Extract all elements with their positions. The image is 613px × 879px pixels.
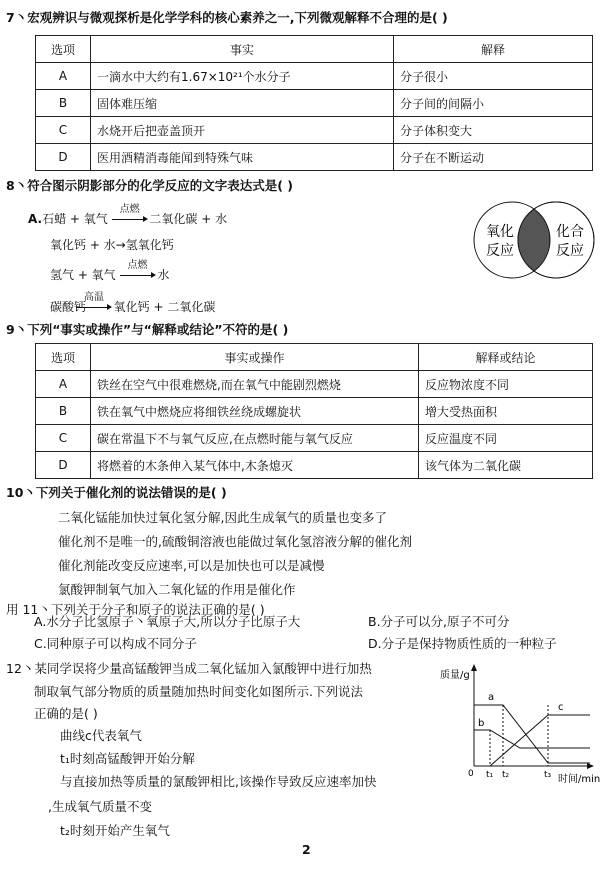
curve-b <box>474 730 590 748</box>
q9-table <box>35 343 593 479</box>
explanation-cell: 分子间的间隔小 <box>394 90 593 117</box>
q10-line: 二氧化锰能加快过氧化氢分解,因此生成氧气的质量也变多了 <box>58 510 387 525</box>
q10-line: 氯酸钾制氧气加入二氧化锰的作用是催化作 <box>58 582 296 597</box>
venn-left-label-1: 氧化 <box>486 224 514 240</box>
curve-a-label: a <box>488 692 495 703</box>
option-label: A. <box>28 212 43 226</box>
q12-option: t₁时刻高锰酸钾开始分解 <box>60 751 195 766</box>
fact-cell: 固体难压缩 <box>91 90 394 117</box>
col-header: 解释或结论 <box>419 344 593 371</box>
explanation-cell: 分子很小 <box>394 63 593 90</box>
option-cell: B <box>36 90 91 117</box>
col-header: 解释 <box>394 36 593 63</box>
venn-diagram <box>470 198 598 282</box>
option-cell: D <box>36 144 91 171</box>
venn-right-label-1: 化合 <box>556 224 584 240</box>
option-cell: D <box>36 452 91 479</box>
table-header-row <box>36 36 593 63</box>
explanation-cell: 该气体为二氧化碳 <box>419 452 593 479</box>
table-row <box>36 398 593 425</box>
q12-line3: 正确的是( ) <box>34 706 98 721</box>
fact-cell: 水烧开后把壶盖顶开 <box>91 117 394 144</box>
reaction-arrow <box>76 292 110 314</box>
explanation-cell: 增大受热面积 <box>419 398 593 425</box>
reactants: 石蜡 + 氧气 <box>42 212 108 226</box>
q12-option: t₂时刻开始产生氧气 <box>60 823 170 838</box>
q12-option: 与直接加热等质量的氯酸钾相比,该操作导致反应速率加快 <box>60 774 377 789</box>
table-row <box>36 425 593 452</box>
q11-option-b: B.分子可以分,原子不可分 <box>368 614 510 629</box>
q9-stem: 9丶下列“事实或操作”与“解释或结论”不符的是( ) <box>6 322 289 337</box>
explanation-cell: 反应温度不同 <box>419 425 593 452</box>
q11-stem: 用 11丶下列关于分子和原子的说法正确的是( ) <box>6 602 265 617</box>
explanation-cell: 分子在不断运动 <box>394 144 593 171</box>
q11-option-a: A.水分子比氢原子丶氧原子大,所以分子比原子大 <box>34 614 301 629</box>
condition: 点燃 <box>127 260 148 271</box>
q8-option-c <box>50 260 170 283</box>
tick-t3: t₃ <box>544 770 552 780</box>
fact-cell: 碳在常温下不与氧气反应,在点燃时能与氧气反应 <box>91 425 419 452</box>
reaction-arrow <box>120 260 154 282</box>
fact-cell: 一滴水中大约有1.67×10²¹个水分子 <box>91 63 394 90</box>
products: 水 <box>157 268 170 282</box>
q12-line2: 制取氧气部分物质的质量随加热时间变化如图所示.下列说法 <box>34 684 363 699</box>
venn-left-label-2: 反应 <box>486 243 514 259</box>
q11-option-d: D.分子是保持物质性质的一种粒子 <box>368 636 557 651</box>
table-row <box>36 90 593 117</box>
venn-right-label-2: 反应 <box>556 243 584 259</box>
fact-cell: 铁在氧气中燃烧应将细铁丝绕成螺旋状 <box>91 398 419 425</box>
q10-stem: 10丶下列关于催化剂的说法错误的是( ) <box>6 485 227 500</box>
option-cell: C <box>36 117 91 144</box>
q8-option-b <box>50 236 174 253</box>
products: 氧化钙 + 二氧化碳 <box>113 300 216 314</box>
q12-line1: 12丶某同学误将少量高锰酸钾当成二氧化锰加入氯酸钾中进行加热 <box>6 661 372 676</box>
page-number: 2 <box>302 842 311 857</box>
reactants: 碳酸钙 <box>50 300 87 314</box>
q10-line: 催化剂不是唯一的,硫酸铜溶液也能做过氧化氢溶液分解的催化剂 <box>58 534 412 549</box>
table-header-row <box>36 344 593 371</box>
tick-t1: t₁ <box>486 770 494 780</box>
table-row <box>36 452 593 479</box>
q10-line: 催化剂能改变反应速率,可以是加快也可以是减慢 <box>58 558 325 573</box>
table-row <box>36 117 593 144</box>
option-cell: B <box>36 398 91 425</box>
col-header: 选项 <box>36 344 91 371</box>
fact-cell: 铁丝在空气中很难燃烧,而在氧气中能剧烈燃烧 <box>91 371 419 398</box>
col-header: 事实或操作 <box>91 344 419 371</box>
q8-option-a <box>28 204 228 227</box>
reaction-arrow <box>112 204 146 226</box>
fact-cell: 医用酒精消毒能闻到特殊气味 <box>91 144 394 171</box>
origin-label: 0 <box>468 769 474 779</box>
q8-stem: 8丶符合图示阴影部分的化学反应的文字表达式是( ) <box>6 178 293 193</box>
option-cell: C <box>36 425 91 452</box>
option-cell: A <box>36 371 91 398</box>
q7-table <box>35 35 593 171</box>
table-row <box>36 371 593 398</box>
option-cell: A <box>36 63 91 90</box>
tick-t2: t₂ <box>502 770 510 780</box>
reactants: 氢气 + 氧气 <box>50 268 116 282</box>
explanation-cell: 反应物浓度不同 <box>419 371 593 398</box>
q12-option: ,生成氧气质量不变 <box>48 799 152 814</box>
curve-b-label: b <box>478 718 485 729</box>
q12-option: 曲线c代表氧气 <box>60 728 142 743</box>
mass-time-graph <box>440 660 608 785</box>
products: 二氧化碳 + 水 <box>149 212 228 226</box>
curve-c-label: c <box>558 702 564 713</box>
q11-option-c: C.同种原子可以构成不同分子 <box>34 636 197 651</box>
col-header: 事实 <box>91 36 394 63</box>
reaction-text: 氧化钙 + 水→氢氧化钙 <box>50 238 174 252</box>
table-row <box>36 144 593 171</box>
condition: 点燃 <box>119 204 140 215</box>
y-axis-label: 质量/g <box>440 670 470 681</box>
fact-cell: 将燃着的木条伸入某气体中,木条熄灭 <box>91 452 419 479</box>
curve-a <box>474 705 590 763</box>
q8-option-d <box>50 292 216 315</box>
x-axis-label: 时间/min <box>558 774 601 785</box>
table-row <box>36 63 593 90</box>
q7-stem: 7丶宏观辨识与微观探析是化学学科的核心素养之一,下列微观解释不合理的是( ) <box>6 10 448 25</box>
curve-c <box>474 715 590 766</box>
col-header: 选项 <box>36 36 91 63</box>
explanation-cell: 分子体积变大 <box>394 117 593 144</box>
condition: 高温 <box>83 292 104 303</box>
